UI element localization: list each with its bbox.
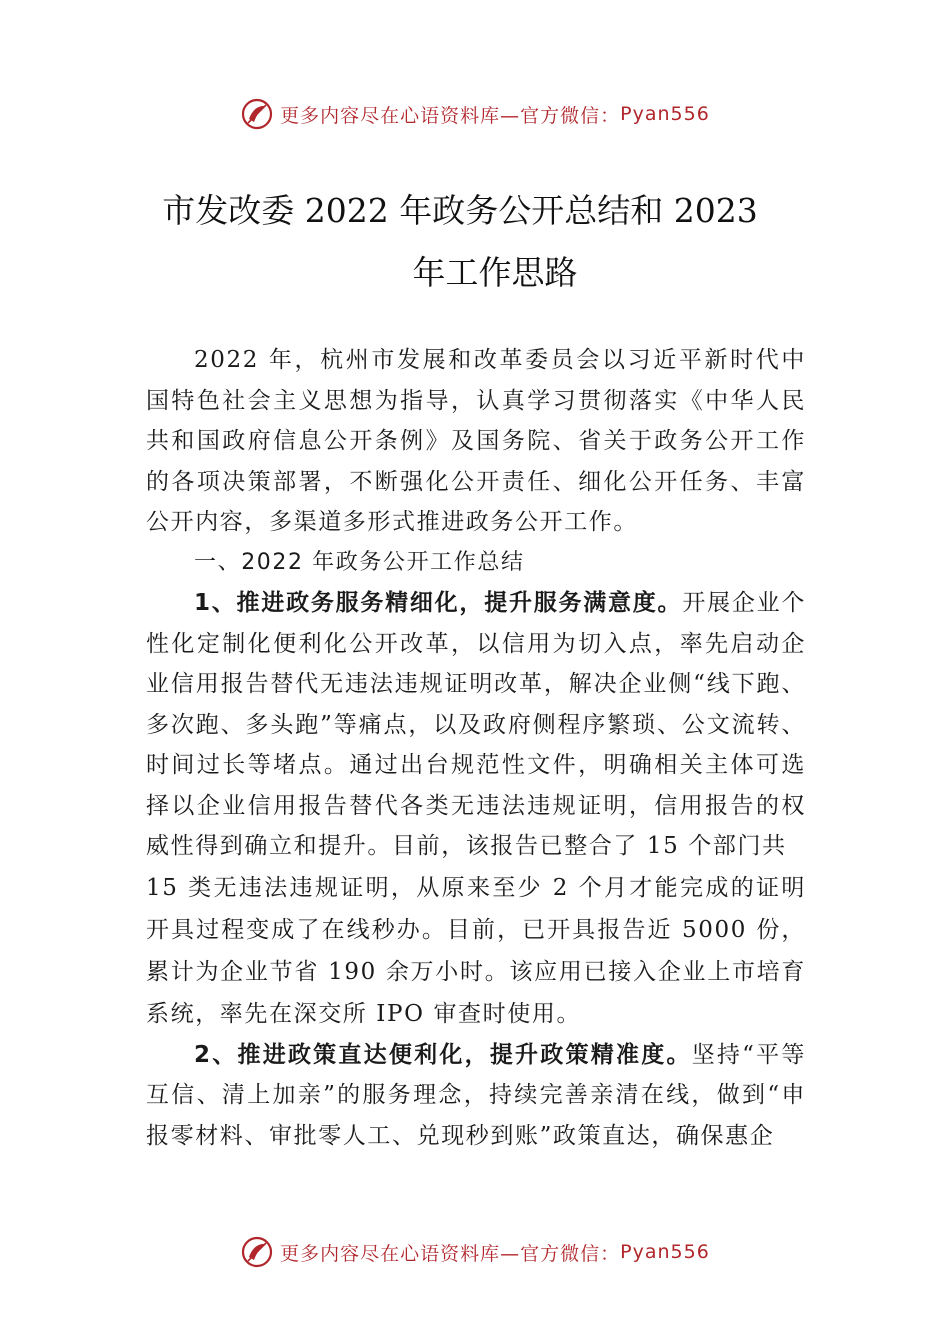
item-2-text: 坚持“平等 互信、清上加亲”的服务理念，持续完善亲清在线，做到“申报零材料、审批零人工、兑现秒到账”政策直达，确保惠企 bbox=[146, 1041, 806, 1149]
title-line-1: 市发改委 2022 年政务公开总结和 2023 bbox=[162, 191, 758, 230]
item-1-paragraph-continued: 15 类无违法违规证明，从原来至少 2 个月才能完成的证明开具过程变成了在线秒办。目前，已开具报告近 5000 份，累计为企业节省 190 余万小时。该应用已接入企业上市培育系统，率先在深交所 IPO 审查时使用。 bbox=[146, 874, 806, 1027]
section-heading: 一、2022 年政务公开工作总结 bbox=[194, 549, 525, 575]
item-2-paragraph bbox=[146, 1035, 806, 1157]
intro-paragraph: 2022 年，杭州市发展和改革委员会以习近平新时代中国特色社会主义思想为指导，认真学习贯彻落实《中华人民共和国政府信息公开条例》及国务院、省关于政务公开工作的各项决策部署，不断强化公开责任、细化公开任务、丰富公开内容，多渠道多形式推进政务公开工作。 bbox=[146, 347, 806, 535]
brand-logo-icon bbox=[240, 97, 274, 131]
item-1-heading: 1、推进政务服务精细化，提升服务满意度。 bbox=[194, 590, 683, 616]
banner-text: 更多内容尽在心语资料库—官方微信： bbox=[280, 104, 621, 127]
banner-wechat-id: Pyan556 bbox=[620, 103, 710, 125]
header-banner bbox=[0, 94, 950, 134]
document-body bbox=[146, 340, 806, 1156]
banner-text: 更多内容尽在心语资料库—官方微信： bbox=[280, 1242, 621, 1265]
document-title bbox=[0, 180, 950, 304]
banner-wechat-id: Pyan556 bbox=[620, 1241, 710, 1263]
item-1-text: 开展企业个性化定制化便利化公开改革，以信用为切入点，率先启动企业信用报告替代无违法违规证明改革，解决企业侧“线下跑、多次跑、多头跑”等痛点，以及政府侧程序繁琐、公文流转、时间过长等堵点。通过出台规范性文件，明确相关主体可选择以企业信用报告替代各类无违法违规证明，信用报告的权威性得到确立和提升。目前，该报告已整合了 15 个部门共 bbox=[146, 590, 806, 859]
brand-logo-icon bbox=[240, 1235, 274, 1269]
item-2-heading: 2、推进政策直达便利化，提升政策精准度。 bbox=[194, 1041, 692, 1068]
title-line-2: 年工作思路 bbox=[412, 253, 578, 292]
footer-banner bbox=[0, 1232, 950, 1272]
item-1-paragraph bbox=[146, 583, 806, 867]
